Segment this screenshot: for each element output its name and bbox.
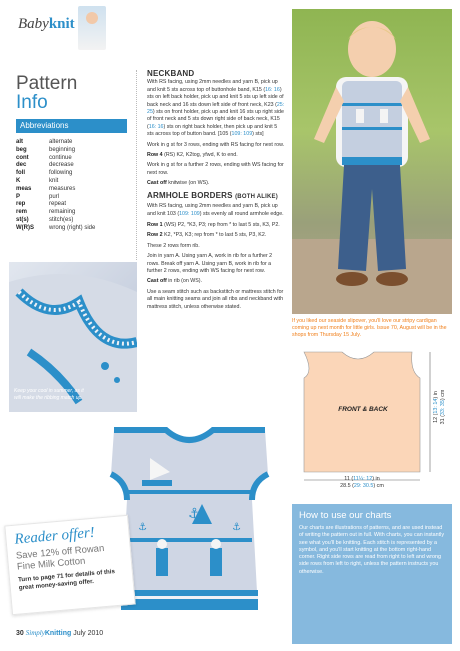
abbreviation-row [16, 225, 134, 233]
armhole-heading: ARMHOLE BORDERS (BOTH ALIKE) [147, 190, 278, 200]
abbreviations-heading: Abbreviations [16, 119, 127, 133]
abbreviation-row [16, 162, 134, 170]
armhole-paragraph: With RS facing, using 2mm needles and yarn B, pick up and knit 103 (109: 109) sts evenly all round armhole edge. [147, 203, 284, 217]
abbreviation-key: beg [16, 146, 27, 153]
page-number: 30 [16, 630, 24, 637]
pattern-info-title-line2: Info [16, 92, 48, 113]
abbreviations-list [16, 139, 134, 233]
abbreviation-value: repeat [49, 201, 67, 208]
abbreviation-value: alternate [49, 139, 73, 145]
abbreviation-row [16, 178, 134, 186]
magazine-name-part2: Knitting [44, 630, 72, 637]
charts-body: Our charts are illustrations of patterns, and are used instead of writing the pattern out in full. With charts, you can instantly see what you'll be knitting. Each stitch is represented by a symbol, and you'll start knitting at the bottom right-hand corner. Right side rows are read from right to left and wrong side rows from left to right, unless the pattern instructs you otherwise. [299, 525, 445, 575]
abbreviation-value: wrong (right) side [49, 224, 96, 231]
armhole-paragraph: These 2 rows form rib. [147, 242, 200, 249]
schematic-label: FRONT & BACK [338, 406, 388, 413]
neckband-paragraph: With RS facing, using 2mm needles and yarn B, pick up and knit 5 sts across top of buttonhole band, K15 (16: 16) sts on left back holder, pick up and knit 5 sts up left side of back neck and 16 sts down left side of front neck, K23 (25: 25) sts on front holder, pick up and knit 16 sts up right side of front neck and 5 sts down right side of back neck, K15 (16: 16) sts on right back holder, then pick up and knit 5 sts across top of button band. [105 (109: 109) sts] [147, 79, 285, 138]
neckband-paragraph: Cast off knitwise (on WS). [147, 180, 210, 187]
reader-offer-card [4, 515, 135, 615]
abbreviation-row [16, 170, 134, 178]
svg-text:⚓: ⚓ [232, 522, 241, 533]
abbreviation-row [16, 209, 134, 217]
armhole-paragraph: Cast off in rib (on WS). [147, 278, 203, 285]
instructions-column [147, 70, 285, 314]
abbreviation-row [16, 155, 134, 163]
abbreviation-value: decrease [49, 162, 74, 169]
brand-suffix: knit [48, 16, 75, 32]
abbreviation-row [16, 194, 134, 202]
abbreviation-key: st(s) [16, 216, 29, 223]
neckband-heading: NECKBAND [147, 69, 195, 78]
abbreviation-value: knit [49, 177, 59, 184]
armhole-paragraph: Use a seam stitch such as backstitch or mattress stitch for all main knitting seams and join all ribs and neckband with mattress stitch, unless otherwise stated. [147, 288, 284, 310]
brand-prefix: Baby [18, 16, 49, 32]
abbreviation-key: alt [16, 139, 24, 145]
abbreviation-value: continue [49, 154, 72, 161]
abbreviation-value: remaining [49, 209, 76, 216]
abbreviation-value: measures [49, 185, 76, 192]
child-photo [292, 9, 452, 314]
abbreviation-key: P [16, 193, 21, 200]
neckband-paragraph: Work in g st for 3 rows, ending with RS facing for next row. [147, 141, 285, 148]
child-photo-caption: If you liked our seaside slipover, you'll love our stripy cardigan coming up next month for little girls. Issue 70, August will be in the shops from Thursday 15 July. [292, 318, 447, 338]
offer-line: Save 12% off Rowan Fine Milk Cotton [15, 542, 105, 573]
abbreviation-row [16, 186, 134, 194]
width-measurement: 11 (11¼: 12) in 28.5 (29: 30.5) cm [340, 476, 384, 489]
abbreviation-key: W(R)S [16, 224, 34, 231]
armhole-paragraph: Row 2 K2, *P3, K3; rep from * to last 5 sts, P3, K2. [147, 232, 267, 239]
abbreviation-value: following [49, 170, 73, 177]
armhole-paragraph: Join in yarn A. Using yarn A, work in rib for a further 2 rows. Break off yarn A. Using yarn B, work in rib for a further 2 rows, ending with WS facing for next row. [147, 253, 273, 274]
armhole-paragraph: Row 1 (WS) P2, *K3, P3; rep from * to last 5 sts, K3, P2. [147, 221, 280, 228]
abbreviation-value: purl [49, 193, 60, 200]
abbreviation-row [16, 201, 134, 209]
abbreviation-key: cont [16, 154, 29, 161]
neckband-paragraph: Row 4 (RS) K2, K2tog, yfwd, K to end. [147, 152, 238, 159]
neckband-paragraph: Work in g st for a further 2 rows, ending with WS facing for next row. [147, 162, 284, 176]
brand-thumbnail-image [78, 6, 106, 50]
child-illustration [292, 9, 452, 314]
garment-schematic [296, 344, 450, 496]
schematic-shape [296, 344, 450, 496]
detail-photo-caption: Keep your cool in summer, as it will make the ribbing match up. [14, 388, 84, 401]
svg-text:⚓: ⚓ [188, 506, 201, 522]
abbreviation-row [16, 147, 134, 155]
charts-heading: How to use our charts [299, 510, 392, 521]
abbreviation-value: stitch(es) [49, 216, 74, 223]
abbreviation-row [16, 217, 134, 225]
abbreviation-key: K [16, 177, 21, 184]
offer-title: Reader offer! [13, 524, 96, 548]
section-brand [18, 16, 75, 33]
height-measurement: 12 (13: 14) in 31 (33: 35) cm [433, 389, 446, 425]
svg-text:⚓: ⚓ [138, 522, 147, 533]
issue-date: July 2010 [73, 630, 104, 637]
pattern-info-title-line1: Pattern [16, 73, 78, 94]
abbreviation-key: meas [16, 185, 32, 192]
magazine-name-part1: Simply [25, 629, 45, 637]
abbreviation-key: rep [16, 201, 26, 208]
abbreviation-key: rem [16, 209, 28, 216]
abbreviation-row [16, 139, 134, 147]
page-footer [16, 629, 103, 637]
abbreviation-key: foll [16, 170, 25, 177]
offer-cta: Turn to page 71 for details of this great money-saving offer. [17, 568, 116, 592]
abbreviation-key: dec [16, 162, 27, 169]
charts-info-box [292, 504, 452, 644]
abbreviation-value: beginning [49, 146, 76, 153]
